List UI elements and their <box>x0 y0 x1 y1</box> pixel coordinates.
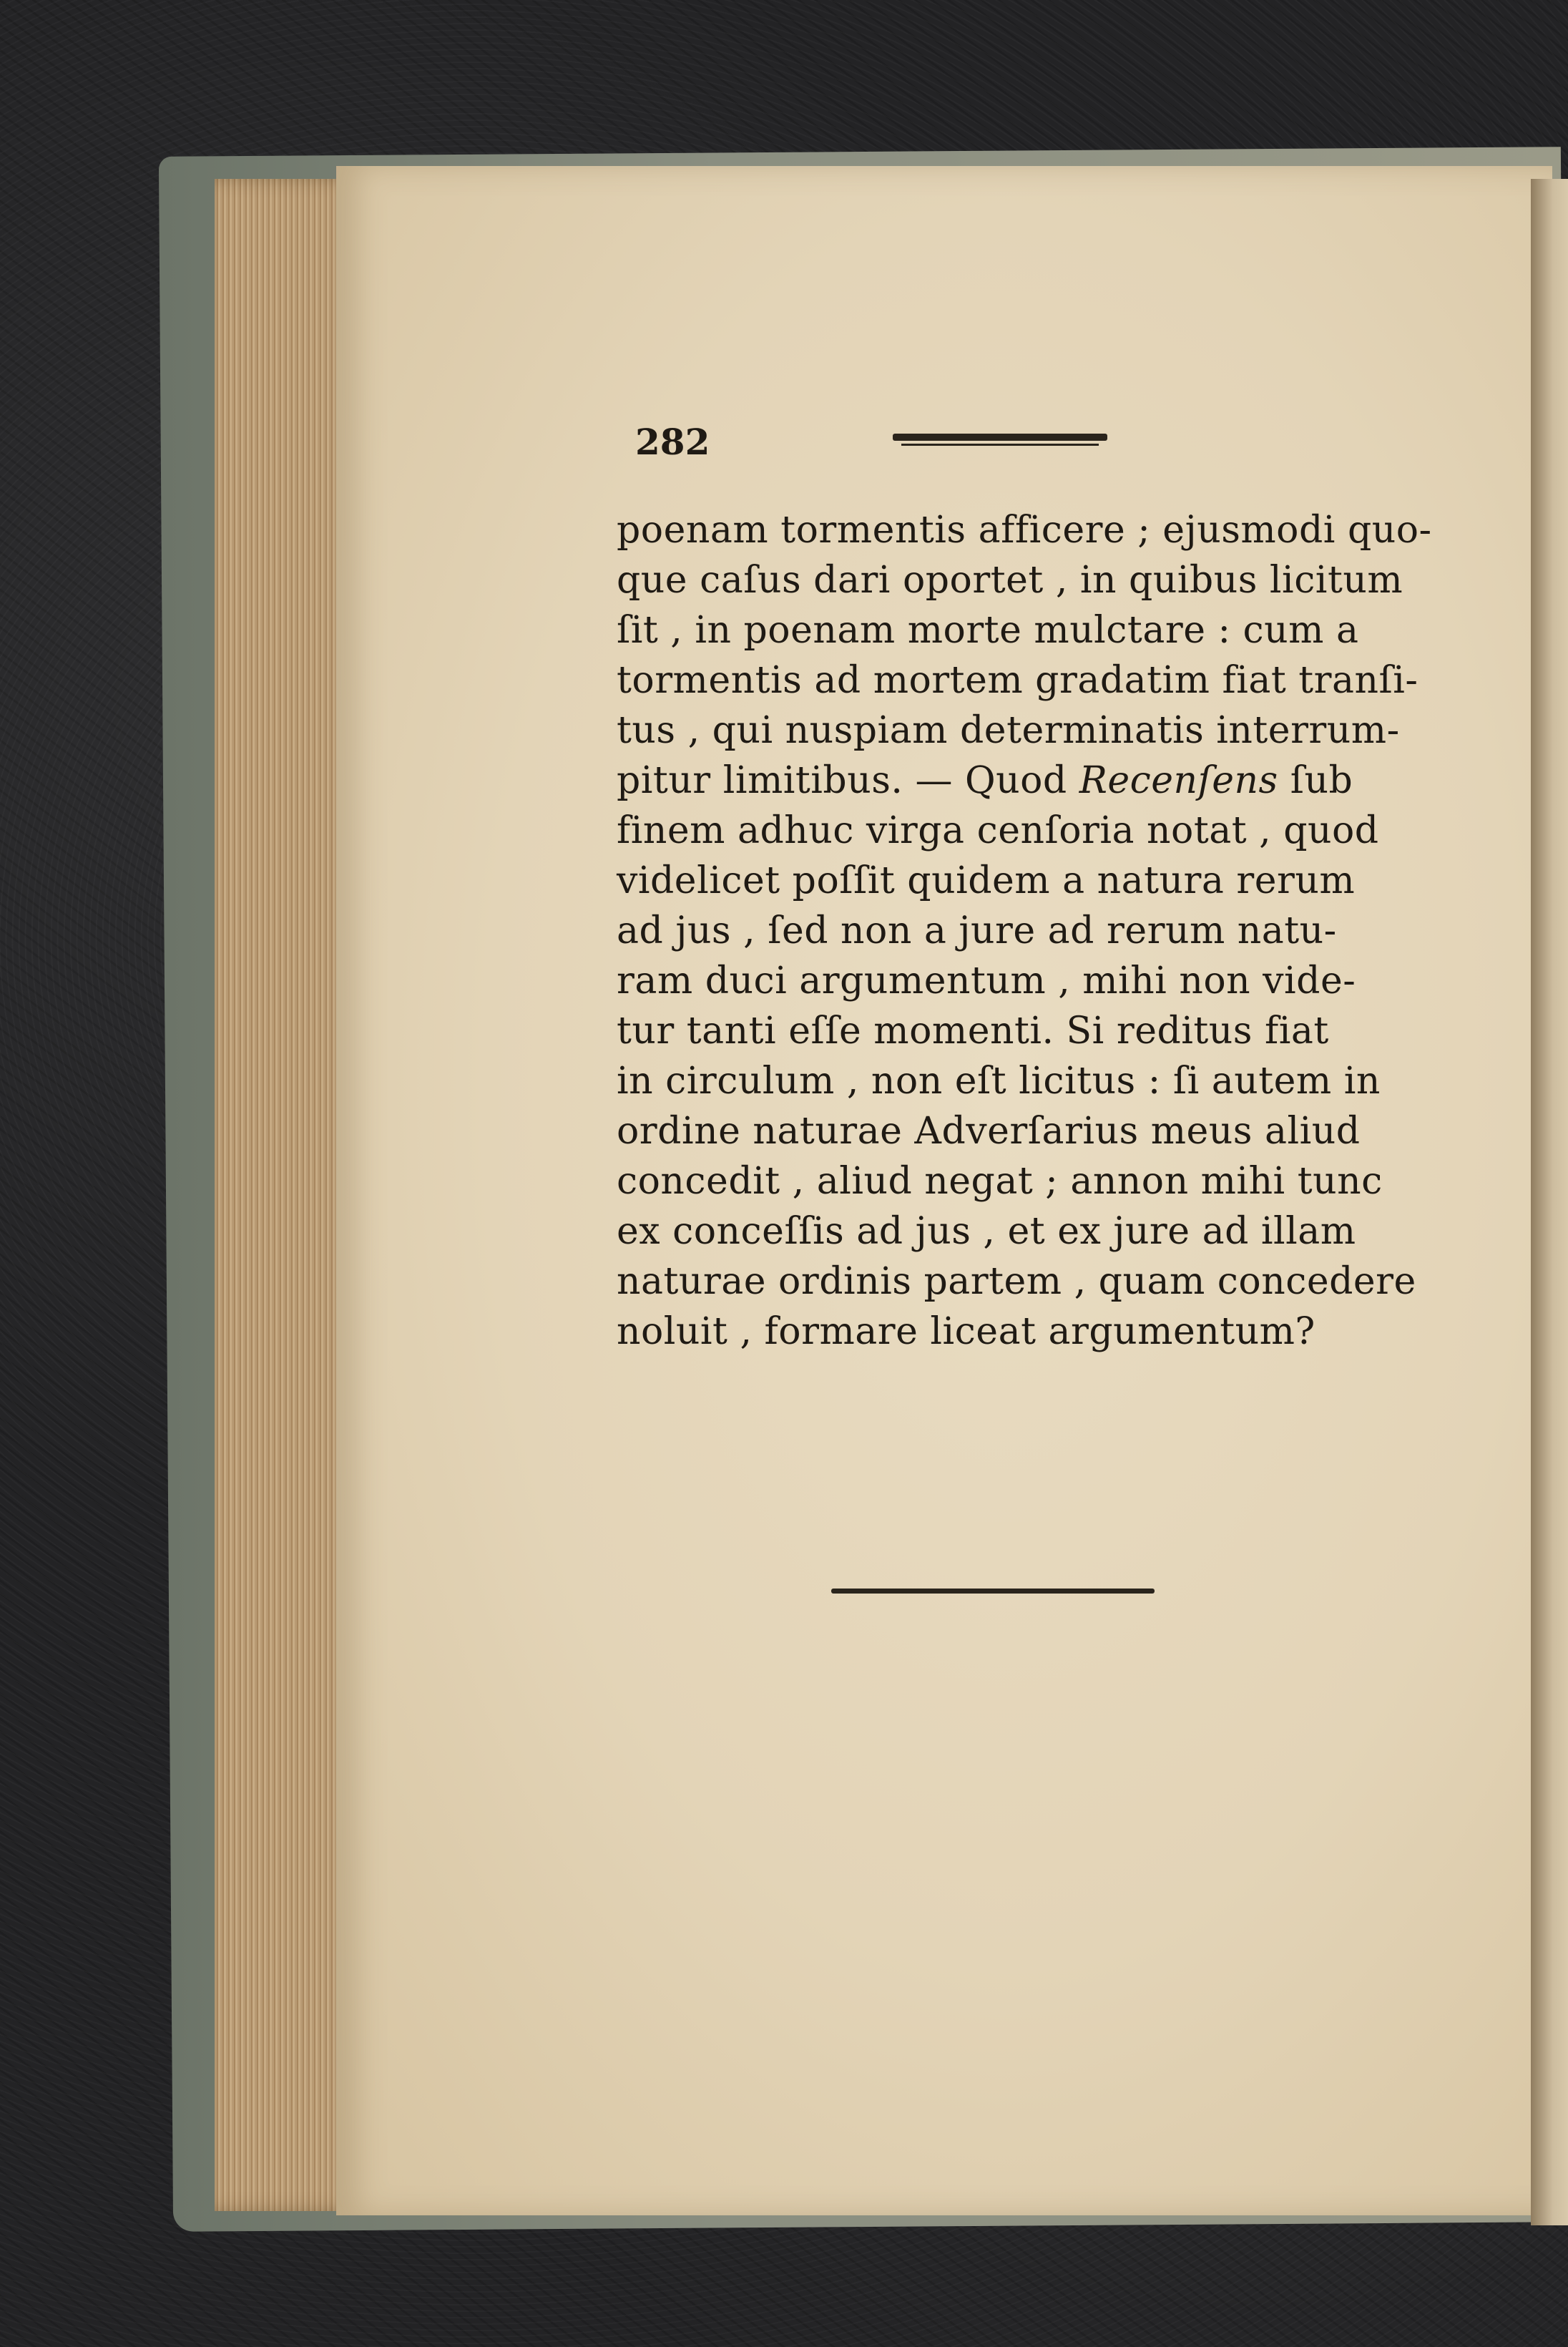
text-line: noluit , formare liceat argumentum? <box>617 1310 1315 1353</box>
text-line: videlicet poſſit quidem a natura rerum <box>617 859 1356 902</box>
text-line <box>617 756 1353 806</box>
text-line: ad jus , ſed non a jure ad rerum natu- <box>617 909 1337 952</box>
text-line: poenam tormentis afficere ; ejusmodi quo- <box>617 509 1432 552</box>
text-line: tormentis ad mortem gradatim fiat tranſi- <box>617 659 1418 702</box>
text-line: ſit , in poenam morte mulctare : cum a <box>617 609 1359 652</box>
text-line: in circulum , non eſt licitus : ſi autem in <box>617 1060 1381 1103</box>
text-line: tur tanti eſſe momenti. Si reditus fiat <box>617 1010 1329 1053</box>
text-line: ex conceſſis ad jus , et ex jure ad illam <box>617 1210 1356 1253</box>
italic-word: Recenſens <box>1079 759 1278 802</box>
text-line: tus , qui nuspiam determinatis interrum- <box>617 709 1400 752</box>
text-line: ordine naturae Adverſarius meus aliud <box>617 1110 1361 1153</box>
text-line: ram duci argumentum , mihi non vide- <box>617 960 1356 1002</box>
closing-rule <box>831 1589 1155 1594</box>
text-line: naturae ordinis partem , quam concedere <box>617 1260 1416 1303</box>
text-line: que caſus dari oportet , in quibus licitum <box>617 559 1403 602</box>
text-line: concedit , aliud negat ; annon mihi tunc <box>617 1160 1383 1203</box>
facing-page-edge <box>1531 179 1568 2225</box>
header-rule <box>893 434 1107 441</box>
text-segment: ſub <box>1278 759 1353 802</box>
page-number: 282 <box>635 421 710 463</box>
header-rule-thin <box>901 444 1099 446</box>
text-line: finem adhuc virga cenſoria notat , quod <box>617 809 1379 852</box>
text-segment: pitur limitibus. — Quod <box>617 759 1079 802</box>
